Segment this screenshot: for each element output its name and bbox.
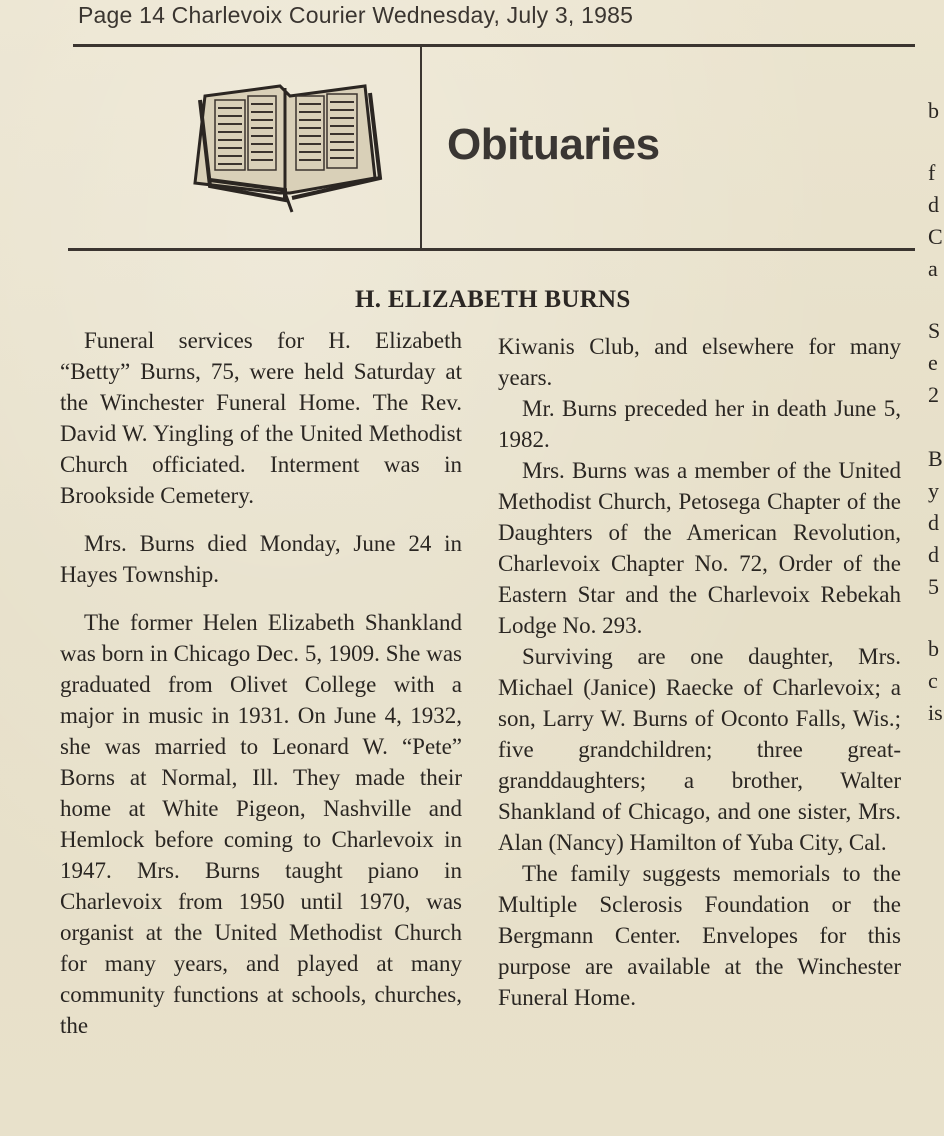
edge-fragment: d [928, 510, 939, 535]
edge-fragment: b [928, 636, 939, 661]
edge-fragment: is [928, 700, 943, 725]
edge-fragment: d [928, 192, 939, 217]
edge-fragment: y [928, 478, 939, 503]
edge-fragment: a [928, 256, 938, 281]
column-right [498, 331, 901, 1013]
top-rule [73, 44, 915, 47]
obituary-headline: H. ELIZABETH BURNS [355, 286, 631, 313]
edge-fragment: C [928, 224, 943, 249]
paragraph: Mrs. Burns was a member of the United Methodist Church, Petosega Chapter of the Daughters of the American Revolution, Charlevoix Chapter No. 72, Order of the Eastern Star and the Charlevoix Rebekah Lodge No. 293. [498, 458, 901, 638]
vertical-divider [420, 44, 422, 250]
section-title: Obituaries [447, 120, 660, 169]
bottom-rule [68, 248, 915, 251]
paragraph: Mr. Burns preceded her in death June 5, 1982. [498, 396, 901, 452]
paragraph: Surviving are one daughter, Mrs. Michael (Janice) Raecke of Charlevoix; a son, Larry W. Burns of Oconto Falls, Wis.; five grandchildren; three great-granddaughters; a brother, Walter Shankland of Chicago, and one sister, Mrs. Alan (Nancy) Hamilton of Yuba City, Cal. [498, 644, 901, 855]
edge-fragment: 5 [928, 574, 939, 599]
edge-fragment: S [928, 318, 941, 343]
page-header: Page 14 Charlevoix Courier Wednesday, July 3, 1985 [78, 2, 634, 28]
paragraph: Kiwanis Club, and elsewhere for many years. [498, 334, 901, 390]
edge-fragment: e [928, 350, 938, 375]
edge-fragment: b [928, 98, 939, 123]
edge-fragment: d [928, 542, 939, 567]
paragraph: The former Helen Elizabeth Shankland was born in Chicago Dec. 5, 1909. She was graduated from Olivet College with a major in music in 1931. On June 4, 1932, she was married to Leonard W. “Pete” Borns at Normal, Ill. They made their home at White Pigeon, Nashville and Hemlock before coming to Charlevoix in 1947. Mrs. Burns taught piano in Charlevoix from 1950 until 1970, was organist at the United Methodist Church for many years, and played at many community functions at schools, churches, the [60, 610, 462, 1038]
column-left [60, 325, 462, 1041]
edge-fragment: c [928, 668, 938, 693]
open-book-icon [180, 78, 390, 218]
paragraph: The family suggests memorials to the Multiple Sclerosis Foundation or the Bergmann Center. Envelopes for this purpose are available at the Winchester Funeral Home. [498, 861, 901, 1010]
edge-fragment: 2 [928, 382, 939, 407]
edge-fragment: B [928, 446, 943, 471]
paragraph: Funeral services for H. Elizabeth “Betty” Burns, 75, were held Saturday at the Winchester Funeral Home. The Rev. David W. Yingling of the United Methodist Church officiated. Interment was in Brookside Cemetery. [60, 328, 462, 508]
edge-fragment: f [928, 160, 936, 185]
paragraph: Mrs. Burns died Monday, June 24 in Hayes Township. [60, 531, 462, 587]
